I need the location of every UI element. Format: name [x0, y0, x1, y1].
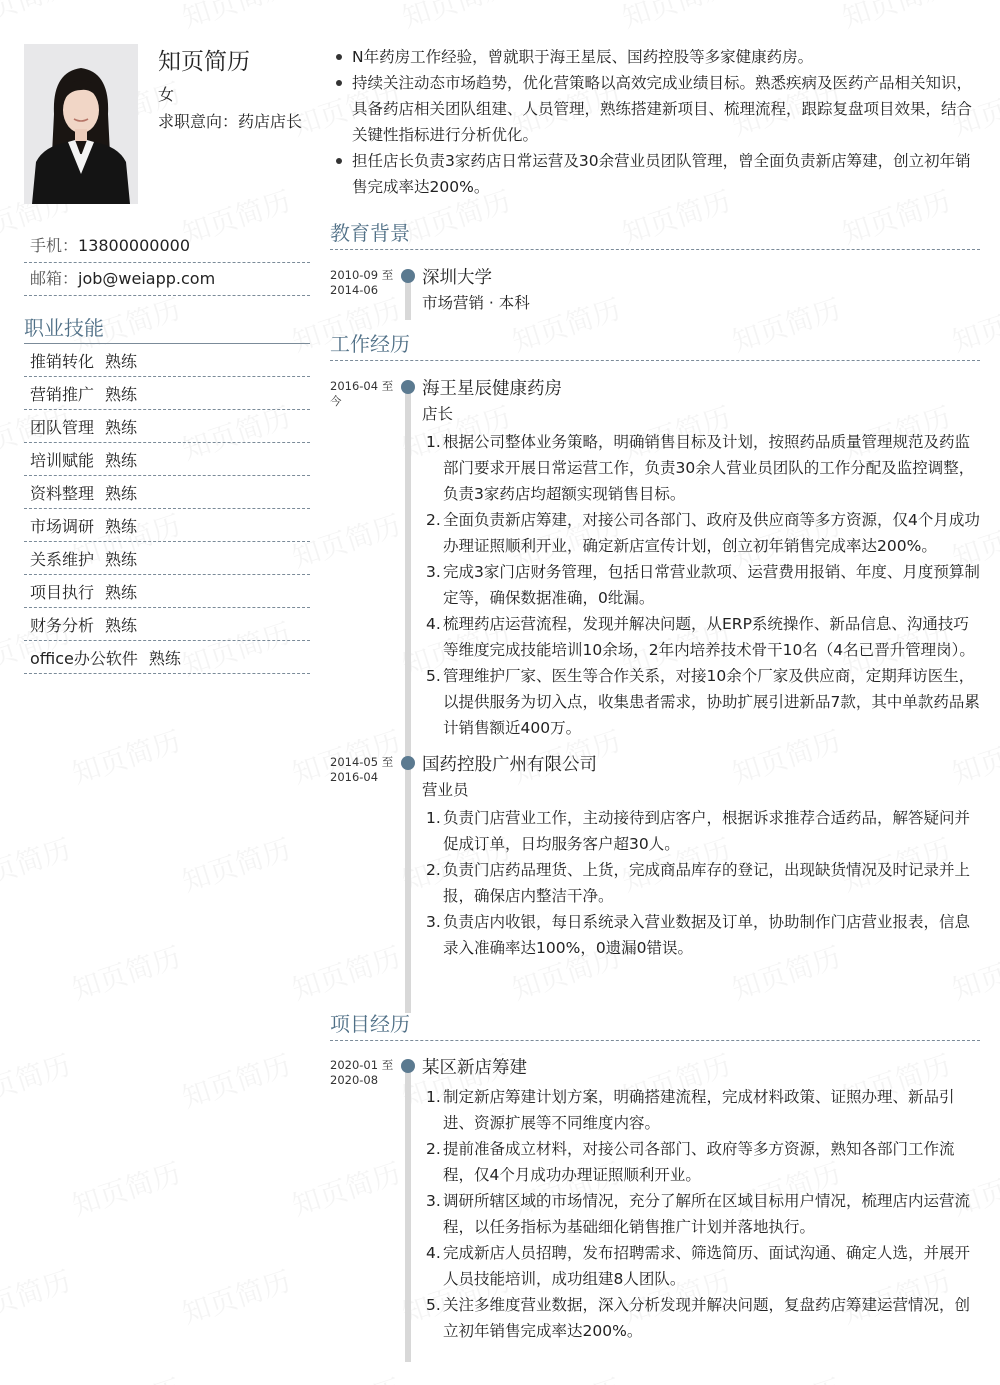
duty-text: 负责门店药品理货、上货，完成商品库存的登记，出现缺货情况及时记录并上报，确保店内整洁干净。: [443, 861, 971, 905]
entry-role: 店长: [422, 405, 454, 423]
timeline-entry: [330, 753, 980, 961]
skill-row: [24, 344, 310, 377]
duty-number: 1.: [426, 1088, 441, 1106]
timeline-entry: [330, 1056, 980, 1344]
entry-dates: 2016-04 至 今: [330, 379, 394, 408]
duty-number: 5.: [426, 667, 441, 685]
duty-text: 管理维护厂家、医生等合作关系，对接10余个厂家及供应商，定期拜访医生，以提供服务为切入点，收集患者需求，协助扩展引进新品7款，其中单款药品累计销售额近400万。: [443, 667, 980, 737]
duty-item: [422, 1292, 980, 1344]
duty-text: 梳理药店运营流程，发现并解决问题，从ERP系统操作、新品信息、沟通技巧等维度完成技能培训10余场，2年内培养技术骨干10名（4名已晋升管理岗）。: [443, 615, 975, 659]
duty-text: 关注多维度营业数据，深入分析发现并解决问题，复盘药店筹建运营情况，创立初年销售完成率达200%。: [443, 1296, 971, 1340]
duty-item: [422, 559, 980, 611]
duty-item: [422, 805, 980, 857]
skill-row: [24, 377, 310, 410]
skill-level: 熟练: [105, 483, 138, 503]
entry-dates: 2014-05 至 2016-04: [330, 755, 394, 784]
duty-text: 负责门店营业工作，主动接待到店客户，根据诉求推荐合适药品，解答疑问并促成订单，日均服务客户超30人。: [443, 809, 971, 853]
entry-duties: [422, 429, 980, 741]
avatar: [24, 44, 138, 204]
skill-name: 项目执行: [30, 582, 95, 602]
skill-name: office办公软件: [30, 648, 138, 668]
skill-name: 资料整理: [30, 483, 95, 503]
candidate-name: 知页简历: [158, 49, 250, 75]
skill-name: 团队管理: [30, 417, 95, 437]
duty-item: [422, 1188, 980, 1240]
duty-item: [422, 1240, 980, 1292]
skill-name: 营销推广: [30, 384, 95, 404]
contact-label: 手机：: [30, 236, 79, 255]
summary-item: N年药房工作经验，曾就职于海王星辰、国药控股等多家健康药房。: [330, 44, 980, 70]
duty-text: 完成新店人员招聘，发布招聘需求、筛选简历、面试沟通、确定人选，并展开人员技能培训，成功组建8人团队。: [443, 1244, 971, 1288]
duty-number: 4.: [426, 615, 441, 633]
duty-item: [422, 909, 980, 961]
duty-item: [422, 429, 980, 507]
job-intent-value: 药店店长: [238, 112, 303, 131]
skill-name: 推销转化: [30, 351, 95, 371]
duty-number: 2.: [426, 511, 441, 529]
job-intent-label: 求职意向：: [158, 112, 239, 131]
skill-level: 熟练: [105, 615, 138, 635]
skill-name: 财务分析: [30, 615, 95, 635]
education-heading: 教育背景: [330, 219, 980, 250]
entry-role: 市场营销 · 本科: [422, 294, 530, 312]
work-timeline: [330, 377, 980, 961]
duty-number: 3.: [426, 563, 441, 581]
skill-level: 熟练: [105, 516, 138, 536]
duty-item: [422, 611, 980, 663]
entry-organization: 国药控股广州有限公司: [422, 755, 597, 775]
education-timeline: [330, 266, 980, 314]
entry-role: 营业员: [422, 781, 469, 799]
skill-row: [24, 509, 310, 542]
skill-level: 熟练: [105, 549, 138, 569]
duty-number: 3.: [426, 913, 441, 931]
entry-organization: 海王星辰健康药房: [422, 379, 562, 399]
skills-heading: 职业技能: [24, 316, 104, 340]
projects-timeline: [330, 1056, 980, 1344]
duty-text: 提前准备成立材料，对接公司各部门、政府等多方资源，熟知各部门工作流程，仅4个月成功办理证照顺利开业。: [443, 1140, 955, 1184]
entry-duties: [422, 805, 980, 961]
skill-row: [24, 443, 310, 476]
duty-text: 负责店内收银，每日系统录入营业数据及订单，协助制作门店营业报表，信息录入准确率达100%，0遗漏0错误。: [443, 913, 971, 957]
projects-heading: 项目经历: [330, 1010, 980, 1041]
timeline-dot: [401, 1059, 415, 1073]
timeline-dot: [401, 756, 415, 770]
timeline-dot: [401, 269, 415, 283]
skills-list: [24, 343, 310, 674]
timeline-entry: [330, 266, 980, 314]
skill-level: 熟练: [148, 648, 181, 668]
entry-duties: [422, 1084, 980, 1344]
duty-number: 1.: [426, 433, 441, 451]
duty-text: 完成3家门店财务管理，包括日常营业款项、运营费用报销、年度、月度预算制定等，确保数据准确，0纰漏。: [443, 563, 980, 607]
duty-text: 全面负责新店筹建，对接公司各部门、政府及供应商等多方资源，仅4个月成功办理证照顺利开业，确定新店宣传计划，创立初年销售完成率达200%。: [443, 511, 980, 555]
skill-row: [24, 410, 310, 443]
timeline-entry: [330, 377, 980, 741]
duty-item: [422, 507, 980, 559]
entry-organization: 某区新店筹建: [422, 1058, 527, 1078]
timeline-dot: [401, 380, 415, 394]
duty-text: 调研所辖区域的市场情况，充分了解所在区域目标用户情况，梳理店内运营流程，以任务指标为基础细化销售推广计划并落地执行。: [443, 1192, 971, 1236]
contact-value: job@weiapp.com: [78, 269, 216, 288]
skill-name: 市场调研: [30, 516, 95, 536]
contact-value: 13800000000: [78, 236, 190, 255]
duty-item: [422, 857, 980, 909]
work-heading: 工作经历: [330, 330, 980, 361]
entry-dates: 2020-01 至 2020-08: [330, 1058, 394, 1087]
duty-item: [422, 1084, 980, 1136]
summary-item: 持续关注动态市场趋势，优化营策略以高效完成业绩目标。熟悉疾病及医药产品相关知识，具备药店相关团队组建、人员管理，熟练搭建新项目、梳理流程，跟踪复盘项目效果，结合关键性指标进行分析优化。: [330, 70, 980, 148]
duty-item: [422, 663, 980, 741]
duty-text: 根据公司整体业务策略，明确销售目标及计划，按照药品质量管理规范及药监部门要求开展日常运营工作，负责30余人营业员团队的工作分配及监控调整，负责3家药店均超额实现销售目标。: [443, 433, 975, 503]
entry-dates: 2010-09 至 2014-06: [330, 268, 394, 297]
candidate-gender: 女: [158, 85, 175, 104]
skill-row: [24, 575, 310, 608]
duty-item: [422, 1136, 980, 1188]
contact-label: 邮箱：: [30, 269, 79, 288]
duty-number: 2.: [426, 861, 441, 879]
duty-number: 1.: [426, 809, 441, 827]
summary-list: [330, 44, 980, 200]
duty-number: 2.: [426, 1140, 441, 1158]
skill-level: 熟练: [105, 450, 138, 470]
contact-list: [24, 230, 310, 296]
skill-row: [24, 542, 310, 575]
contact-email: [24, 263, 310, 296]
skill-level: 熟练: [105, 351, 138, 371]
duty-text: 制定新店筹建计划方案，明确搭建流程，完成材料政策、证照办理、新品引进、资源扩展等不同维度内容。: [443, 1088, 955, 1132]
skill-name: 关系维护: [30, 549, 95, 569]
skill-name: 培训赋能: [30, 450, 95, 470]
contact-phone: [24, 230, 310, 263]
summary-item: 担任店长负责3家药店日常运营及30余营业员团队管理，曾全面负责新店筹建，创立初年销售完成率达200%。: [330, 148, 980, 200]
skill-level: 熟练: [105, 417, 138, 437]
identity-block: [158, 46, 310, 132]
entry-organization: 深圳大学: [422, 268, 492, 288]
skill-row: [24, 608, 310, 641]
job-intent: [158, 112, 310, 132]
duty-number: 3.: [426, 1192, 441, 1210]
duty-number: 4.: [426, 1244, 441, 1262]
skill-level: 熟练: [105, 582, 138, 602]
skill-level: 熟练: [105, 384, 138, 404]
duty-number: 5.: [426, 1296, 441, 1314]
skill-row: [24, 476, 310, 509]
skill-row: [24, 641, 310, 674]
